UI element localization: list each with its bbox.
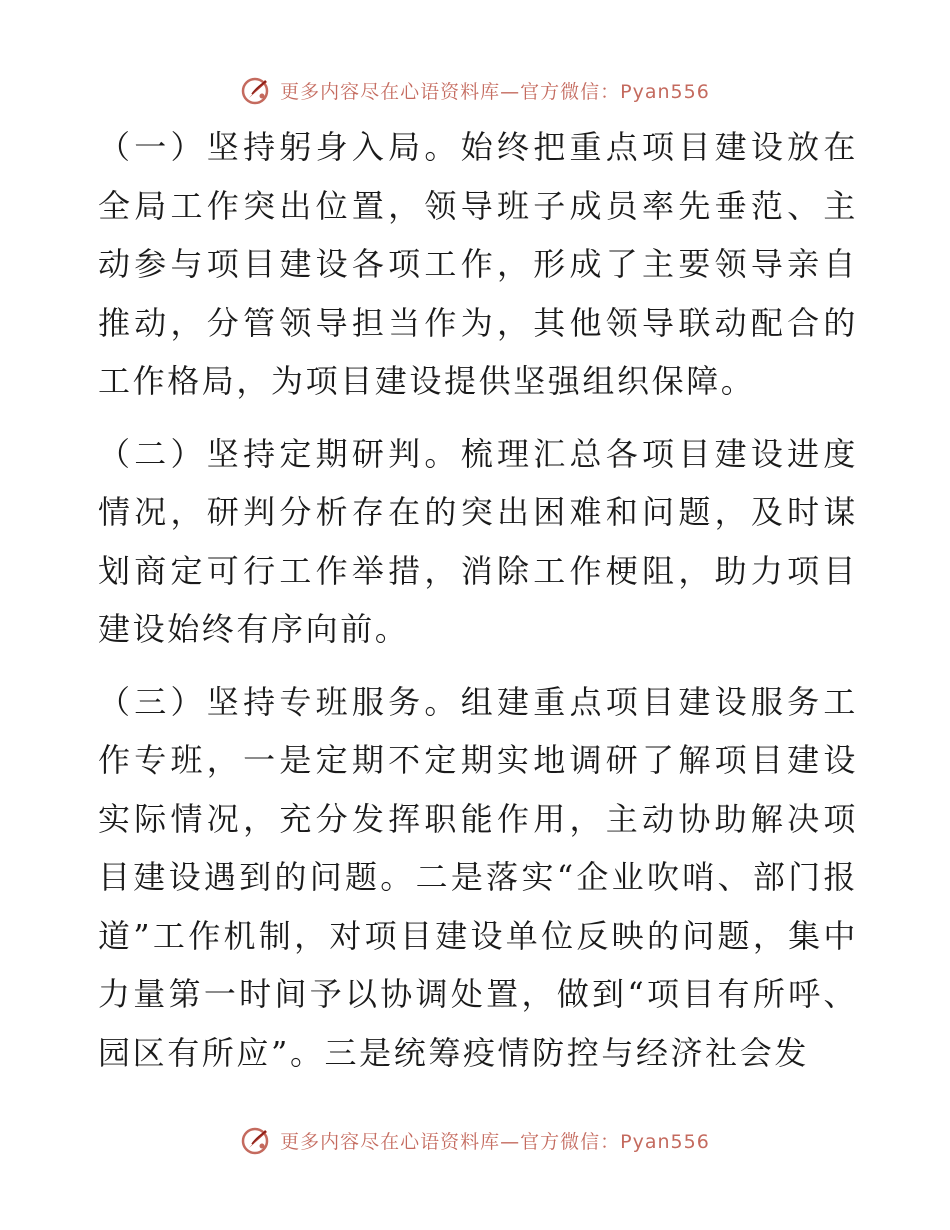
document-body: [98, 118, 858, 1096]
paragraph-1: （一）坚持躬身入局。始终把重点项目建设放在全局工作突出位置，领导班子成员率先垂范、主动参与项目建设各项工作，形成了主要领导亲自推动，分管领导担当作为，其他领导联动配合的工作格局，为项目建设提供坚强组织保障。: [98, 128, 858, 400]
feather-circle-logo-icon: [240, 74, 272, 106]
feather-circle-logo-icon: [240, 1124, 272, 1156]
watermark-text: 更多内容尽在心语资料库—官方微信：Pyan556: [280, 80, 710, 103]
footer-watermark: [0, 1120, 950, 1160]
watermark-text: 更多内容尽在心语资料库—官方微信：Pyan556: [280, 1130, 710, 1153]
paragraph-3: （三）坚持专班服务。组建重点项目建设服务工作专班，一是定期不定期实地调研了解项目建设实际情况，充分发挥职能作用，主动协助解决项目建设遇到的问题。二是落实“企业吹哨、部门报道”工作机制，对项目建设单位反映的问题，集中力量第一时间予以协调处置，做到“项目有所呼、园区有所应”。三是统筹疫情防控与经济社会发: [98, 682, 858, 1072]
paragraph-2: （二）坚持定期研判。梳理汇总各项目建设进度情况，研判分析存在的突出困难和问题，及时谋划商定可行工作举措，消除工作梗阻，助力项目建设始终有序向前。: [98, 434, 858, 648]
header-watermark: [0, 70, 950, 110]
